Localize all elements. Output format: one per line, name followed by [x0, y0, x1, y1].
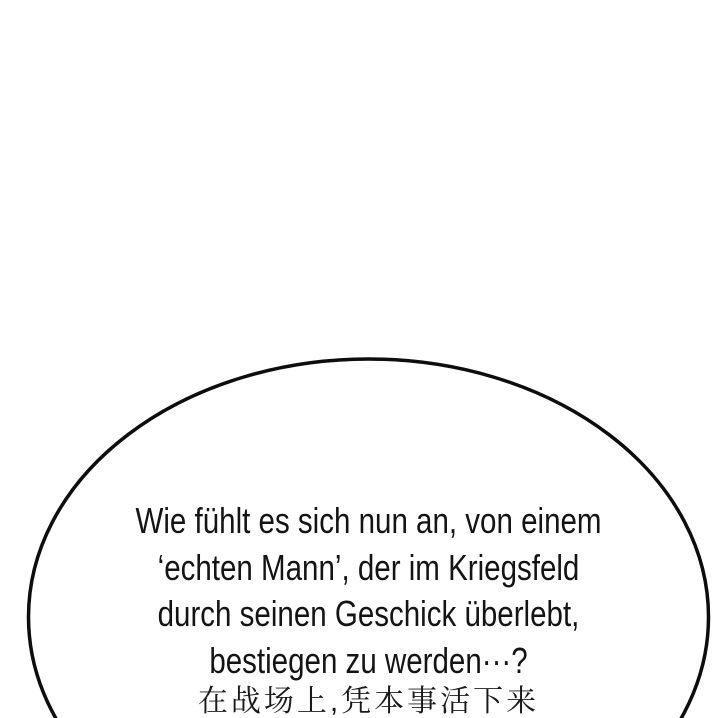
speech-bubble-text [88, 498, 648, 684]
dialogue-line-3: durch seinen Geschick überlebt, [157, 593, 580, 634]
dialogue-line-1: Wie fühlt es sich nun an, von einem [135, 500, 602, 541]
clipped-cjk-caption: 在战场上,凭本事活下来 [197, 685, 540, 718]
dialogue-line-2: ‘echten Mann’, der im Kriegsfeld [157, 546, 580, 588]
dialogue-line-4: bestiegen zu werden···? [209, 639, 528, 681]
